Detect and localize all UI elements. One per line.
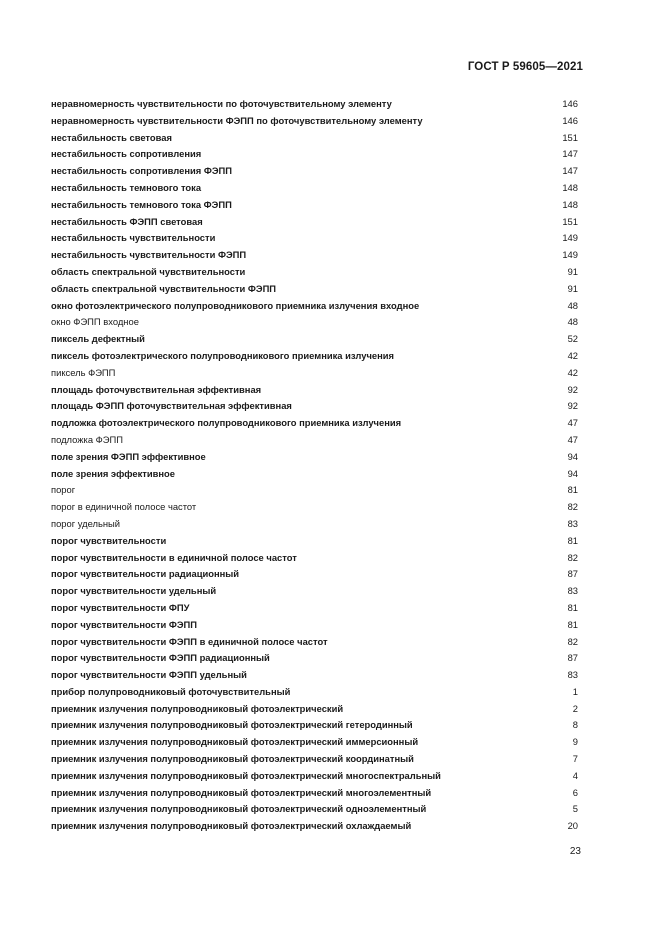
index-entry bbox=[51, 751, 579, 768]
index-term: неравномерность чувствительности по фоточувствительному элементу bbox=[51, 98, 392, 109]
index-entry bbox=[51, 650, 579, 667]
index-entry bbox=[51, 415, 579, 432]
index-term: порог удельный bbox=[51, 517, 120, 529]
index-page-ref: 146 bbox=[562, 114, 578, 126]
index-term: нестабильность ФЭПП световая bbox=[51, 215, 203, 227]
index-term: площадь ФЭПП фоточувствительная эффективная bbox=[51, 400, 292, 412]
index-term: приемник излучения полупроводниковый фотоэлектрический многоэлементный bbox=[51, 786, 432, 798]
index-term: порог чувствительности ФЭПП радиационный bbox=[51, 652, 270, 664]
index-entry bbox=[51, 348, 579, 365]
index-page-ref: 47 bbox=[567, 433, 578, 445]
index-entry bbox=[51, 533, 579, 550]
index-entry bbox=[51, 398, 579, 415]
index-page-ref: 147 bbox=[562, 148, 578, 160]
index-term: приемник излучения полупроводниковый фотоэлектрический одноэлементный bbox=[51, 803, 427, 815]
index-page-ref: 81 bbox=[567, 484, 578, 496]
index-entry bbox=[51, 801, 579, 818]
index-term: приемник излучения полупроводниковый фотоэлектрический охлаждаемый bbox=[51, 820, 412, 832]
index-page-ref: 94 bbox=[567, 450, 578, 462]
index-entry bbox=[51, 247, 579, 264]
index-page-ref: 92 bbox=[567, 400, 578, 412]
index-entry bbox=[51, 264, 579, 281]
index-page-ref: 91 bbox=[567, 282, 578, 294]
index-term: пиксель фотоэлектрического полупроводникового приемника излучения bbox=[51, 349, 395, 361]
index-term: нестабильность сопротивления ФЭПП bbox=[51, 165, 232, 177]
index-entry bbox=[51, 96, 579, 113]
index-entry bbox=[51, 146, 579, 163]
page-number: 23 bbox=[569, 846, 581, 857]
index-term: нестабильность чувствительности bbox=[51, 232, 216, 244]
index-term: нестабильность темнового тока ФЭПП bbox=[51, 198, 232, 210]
index-entry bbox=[51, 197, 579, 214]
index-page-ref: 4 bbox=[572, 769, 578, 781]
index-entry bbox=[51, 314, 579, 331]
index-term: подложка ФЭПП bbox=[51, 433, 123, 445]
index-page-ref: 146 bbox=[562, 98, 578, 109]
index-entry bbox=[51, 281, 579, 298]
index-term: порог чувствительности ФПУ bbox=[51, 601, 190, 613]
index-term: подложка фотоэлектрического полупроводникового приемника излучения bbox=[51, 417, 402, 429]
index-page-ref: 5 bbox=[572, 803, 578, 815]
index-page-ref: 92 bbox=[567, 383, 578, 395]
index-page-ref: 149 bbox=[562, 249, 578, 261]
index-entry bbox=[51, 634, 579, 651]
index-page-ref: 151 bbox=[562, 131, 578, 143]
index-term: площадь фоточувствительная эффективная bbox=[51, 383, 262, 395]
index-term: порог чувствительности удельный bbox=[51, 585, 217, 597]
index-page-ref: 42 bbox=[567, 349, 578, 361]
index-entry bbox=[51, 734, 579, 751]
index-page-ref: 149 bbox=[562, 232, 578, 244]
index-term: окно фотоэлектрического полупроводникового приемника излучения входное bbox=[51, 299, 420, 311]
alphabetical-index bbox=[51, 96, 579, 835]
document-header: ГОСТ Р 59605—2021 bbox=[467, 61, 583, 73]
index-page-ref: 7 bbox=[572, 753, 578, 765]
index-page-ref: 6 bbox=[572, 786, 578, 798]
index-term: пиксель ФЭПП bbox=[51, 366, 116, 378]
index-term: поле зрения эффективное bbox=[51, 467, 175, 479]
index-term: окно ФЭПП входное bbox=[51, 316, 139, 328]
index-term: нестабильность сопротивления bbox=[51, 148, 202, 160]
index-term: поле зрения ФЭПП эффективное bbox=[51, 450, 206, 462]
index-entry bbox=[51, 516, 579, 533]
index-page-ref: 48 bbox=[567, 316, 578, 328]
index-term: приемник излучения полупроводниковый фотоэлектрический координатный bbox=[51, 753, 414, 765]
index-term: порог чувствительности bbox=[51, 534, 167, 546]
index-term: приемник излучения полупроводниковый фотоэлектрический иммерсионный bbox=[51, 736, 419, 748]
index-page-ref: 81 bbox=[567, 618, 578, 630]
index-term: порог чувствительности ФЭПП удельный bbox=[51, 669, 247, 681]
index-entry bbox=[51, 214, 579, 231]
index-entry bbox=[51, 298, 579, 315]
index-page-ref: 148 bbox=[562, 181, 578, 193]
index-entry bbox=[51, 717, 579, 734]
index-page-ref: 52 bbox=[567, 333, 578, 345]
index-entry bbox=[51, 482, 579, 499]
index-entry bbox=[51, 768, 579, 785]
index-term: порог bbox=[51, 484, 76, 496]
index-page-ref: 87 bbox=[567, 652, 578, 664]
index-term: приемник излучения полупроводниковый фотоэлектрический многоспектральный bbox=[51, 769, 441, 781]
index-entry bbox=[51, 466, 579, 483]
index-page-ref: 9 bbox=[572, 736, 578, 748]
index-term: приемник излучения полупроводниковый фотоэлектрический bbox=[51, 702, 344, 714]
index-entry bbox=[51, 550, 579, 567]
index-term: область спектральной чувствительности ФЭПП bbox=[51, 282, 277, 294]
index-page-ref: 20 bbox=[567, 820, 578, 832]
index-entry bbox=[51, 230, 579, 247]
index-page-ref: 42 bbox=[567, 366, 578, 378]
index-page-ref: 82 bbox=[567, 635, 578, 647]
index-entry bbox=[51, 566, 579, 583]
index-term: прибор полупроводниковый фоточувствительный bbox=[51, 685, 291, 697]
index-entry bbox=[51, 449, 579, 466]
index-term: порог чувствительности в единичной полосе частот bbox=[51, 551, 297, 563]
index-entry bbox=[51, 684, 579, 701]
index-entry bbox=[51, 331, 579, 348]
index-entry bbox=[51, 701, 579, 718]
index-page-ref: 87 bbox=[567, 568, 578, 580]
index-entry bbox=[51, 818, 579, 835]
index-term: нестабильность чувствительности ФЭПП bbox=[51, 249, 247, 261]
index-page-ref: 147 bbox=[562, 165, 578, 177]
index-page-ref: 47 bbox=[567, 417, 578, 429]
index-term: порог чувствительности радиационный bbox=[51, 568, 240, 580]
index-page-ref: 48 bbox=[567, 299, 578, 311]
index-entry bbox=[51, 583, 579, 600]
index-page-ref: 83 bbox=[567, 585, 578, 597]
index-term: пиксель дефектный bbox=[51, 333, 145, 345]
index-entry bbox=[51, 600, 579, 617]
index-page-ref: 151 bbox=[562, 215, 578, 227]
index-page-ref: 148 bbox=[562, 198, 578, 210]
index-page-ref: 91 bbox=[567, 265, 578, 277]
index-page-ref: 94 bbox=[567, 467, 578, 479]
index-term: нестабильность световая bbox=[51, 131, 172, 143]
index-term: приемник излучения полупроводниковый фотоэлектрический гетеродинный bbox=[51, 719, 413, 731]
index-entry bbox=[51, 365, 579, 382]
index-page-ref: 2 bbox=[572, 702, 578, 714]
index-page-ref: 1 bbox=[572, 685, 578, 697]
index-page-ref: 83 bbox=[567, 517, 578, 529]
index-entry bbox=[51, 163, 579, 180]
index-page-ref: 82 bbox=[567, 551, 578, 563]
index-entry bbox=[51, 382, 579, 399]
index-term: порог в единичной полосе частот bbox=[51, 501, 197, 513]
index-page-ref: 81 bbox=[567, 534, 578, 546]
index-entry bbox=[51, 113, 579, 130]
index-entry bbox=[51, 617, 579, 634]
index-entry bbox=[51, 785, 579, 802]
index-page-ref: 83 bbox=[567, 669, 578, 681]
index-page-ref: 82 bbox=[567, 501, 578, 513]
index-term: порог чувствительности ФЭПП в единичной полосе частот bbox=[51, 635, 328, 647]
index-entry bbox=[51, 130, 579, 147]
index-page-ref: 81 bbox=[567, 601, 578, 613]
index-page-ref: 8 bbox=[572, 719, 578, 731]
index-entry bbox=[51, 499, 579, 516]
index-term: нестабильность темнового тока bbox=[51, 181, 202, 193]
index-entry bbox=[51, 667, 579, 684]
index-term: порог чувствительности ФЭПП bbox=[51, 618, 197, 630]
index-term: неравномерность чувствительности ФЭПП по фоточувствительному элементу bbox=[51, 114, 423, 126]
index-entry bbox=[51, 180, 579, 197]
index-entry bbox=[51, 432, 579, 449]
index-term: область спектральной чувствительности bbox=[51, 265, 246, 277]
